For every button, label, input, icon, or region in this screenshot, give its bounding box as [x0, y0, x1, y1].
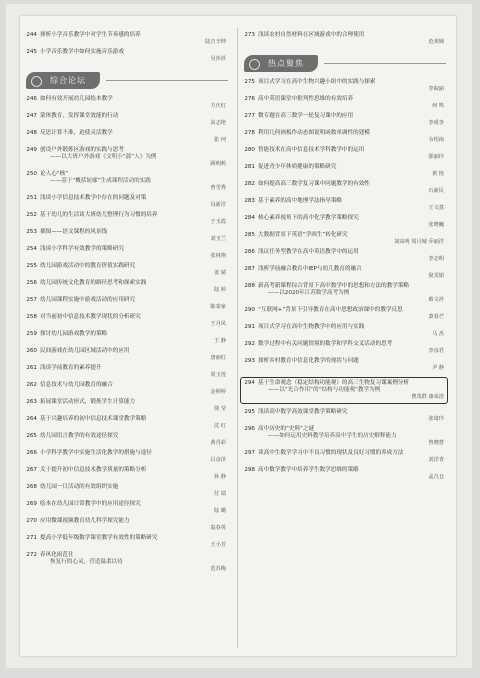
- toc-subtitle: ——以“光合作用”的“结构与功能观”教学为例: [268, 387, 381, 393]
- toc-entry-line: [242, 409, 446, 416]
- toc-title: 应用微课视频教育幼儿科学探究能力: [40, 518, 130, 524]
- toc-page-number: 256: [26, 280, 37, 286]
- toc-entry-line: [242, 164, 446, 171]
- toc-entry-line: [24, 147, 228, 154]
- toc-author: 李志明: [428, 256, 444, 262]
- section-ornament-icon: [249, 59, 260, 70]
- toc-entry: [24, 195, 228, 209]
- toc-title: 小学科学教学中实施生活化教学的措施与途径: [40, 450, 152, 456]
- toc-author: 李皖丽: [428, 86, 444, 92]
- toc-entry-line: [24, 501, 228, 508]
- toc-entry: [24, 96, 228, 110]
- toc-title: 核心素养视角下的高中化学教学策略探究: [258, 215, 359, 221]
- toc-page-number: 245: [26, 49, 37, 55]
- toc-page-number: 293: [244, 358, 255, 364]
- toc-author: 蔡文祥: [428, 297, 444, 303]
- toc-subtitle: ——如何运用史料教学培养高中学生的历史解释能力: [268, 433, 397, 439]
- toc-entry: [24, 331, 228, 345]
- toc-entry: [242, 426, 446, 447]
- toc-entry-line: [242, 147, 446, 154]
- toc-title: 高中历史的“史料”之谜: [258, 426, 315, 432]
- toc-entry: [24, 382, 228, 396]
- section-rule: [324, 63, 446, 64]
- toc-page-number: 276: [244, 96, 255, 102]
- toc-entry: [24, 147, 228, 168]
- toc-entry: [24, 467, 228, 481]
- entry-gap: [24, 573, 228, 576]
- toc-entry: [24, 535, 228, 549]
- toc-title: 谈高中生数学学习中不良习惯的现状及良好习惯的养成方法: [258, 450, 404, 456]
- toc-page-number: 251: [26, 195, 37, 201]
- toc-page-number: 291: [244, 324, 255, 330]
- toc-page-number: 270: [26, 518, 37, 524]
- toc-title: 幼儿园课程实施中游戏活动的应用研究: [40, 297, 136, 303]
- toc-author: 范苏梅: [210, 566, 226, 572]
- toc-entry: [24, 416, 228, 430]
- toc-title: 关于提升初中信息技术教学质量的策略分析: [40, 467, 147, 473]
- toc-entry: [242, 130, 446, 144]
- toc-entry-line: [242, 249, 446, 256]
- toc-author: 顾明莉: [210, 161, 226, 167]
- toc-entry-line: [24, 212, 228, 219]
- toc-page-number: 278: [244, 130, 255, 136]
- toc-author: 张晓巍: [428, 222, 444, 228]
- toc-entry: [24, 280, 228, 294]
- toc-page-number: 281: [244, 164, 255, 170]
- toc-entry: [24, 450, 228, 464]
- toc-author: 刘玉兰: [210, 236, 226, 242]
- toc-entry-line: [24, 348, 228, 355]
- toc-entry: [24, 399, 228, 413]
- toc-title: 基于幼儿的生活谈大班幼儿整理行为习惯的培养: [40, 212, 158, 218]
- toc-entry: [24, 49, 228, 63]
- toc-author: 方庆红: [210, 103, 226, 109]
- toc-title: 促进青少年体质健康的策略研究: [258, 164, 337, 170]
- toc-page-number: 258: [26, 314, 37, 320]
- toc-entry: [242, 450, 446, 464]
- toc-title: 项目式学习在高中生物教学中的应用与实践: [258, 324, 365, 330]
- toc-title: 蒙体教育，发挥课堂效能的行动: [40, 113, 119, 119]
- toc-title: 小学音乐教学中如何实施音乐游戏: [40, 49, 124, 55]
- toc-entry-line: [242, 232, 446, 239]
- toc-entry: [242, 324, 446, 338]
- toc-page-number: 283: [244, 198, 255, 204]
- toc-title: 探析乡村教育中信息化教学的现状与问题: [258, 358, 359, 364]
- toc-page-number: 287: [244, 266, 255, 272]
- toc-author: 韦绍南: [428, 137, 444, 143]
- entry-gap: [242, 481, 446, 484]
- toc-author: 李成李: [428, 120, 444, 126]
- toc-author: 曾雪秀: [210, 185, 226, 191]
- toc-page-number: 269: [26, 501, 37, 507]
- toc-page-number: 264: [26, 416, 37, 422]
- toc-entry-line: [24, 484, 228, 491]
- toc-page-number: 248: [26, 130, 37, 136]
- toc-title: 浅谈农村自然材料在区域游戏中的合理使用: [258, 32, 365, 38]
- toc-author: 邵丽玲: [428, 154, 444, 160]
- toc-entry: [242, 32, 446, 46]
- toc-page-number: 295: [244, 409, 255, 415]
- entry-gap: [24, 63, 228, 66]
- toc-author: 张琦玲: [428, 416, 444, 422]
- toc-author: 陆吉辛坤: [205, 39, 226, 45]
- toc-author: 黄丹彩: [210, 440, 226, 446]
- toc-entry-line: [242, 426, 446, 433]
- toc-title: 项目式学习在高中生物兴趣小组中的实践与探索: [258, 79, 376, 85]
- toc-entry: [242, 358, 446, 372]
- toc-entry: [24, 297, 228, 311]
- toc-page-number: 255: [26, 263, 37, 269]
- toc-author: 张林翔: [210, 253, 226, 259]
- toc-page-number: 268: [26, 484, 37, 490]
- toc-title: 论人心“核”: [40, 171, 69, 177]
- toc-title: 幼儿园游戏活动中的教育价值实践研究: [40, 263, 136, 269]
- toc-author: 沈 红: [213, 423, 226, 429]
- toc-entry: [242, 147, 446, 161]
- toc-entry: [24, 484, 228, 498]
- toc-entry: [24, 501, 228, 515]
- page-background: [6, 4, 472, 668]
- toc-title: 浅谈学前教育的素养提升: [40, 365, 102, 371]
- toc-author: 翁春英: [210, 525, 226, 531]
- toc-entry: [24, 314, 228, 328]
- toc-entry: [242, 266, 446, 280]
- toc-entry: [24, 552, 228, 573]
- toc-author: 倪雯娟: [428, 273, 444, 279]
- toc-entry-line: [24, 416, 228, 423]
- toc-entry: [242, 232, 446, 246]
- toc-title: 微专题在高三数学一轮复习课中的应用: [258, 113, 354, 119]
- toc-author: 吕彦泽: [210, 457, 226, 463]
- toc-page-number: 272: [26, 552, 37, 558]
- toc-author: 王小芳: [210, 542, 226, 548]
- toc-title: 拓展课堂活动形式，锻炼学生计算能力: [40, 399, 136, 405]
- toc-author: 萧春芒: [428, 314, 444, 320]
- toc-author: 王 静: [213, 338, 226, 344]
- toc-entry-line: [24, 382, 228, 389]
- toc-entry-line: [242, 266, 446, 273]
- toc-page-number: 290: [244, 307, 255, 313]
- table-of-contents-sheet: [20, 16, 456, 656]
- toc-entry: [24, 113, 228, 127]
- toc-page-number: 267: [26, 467, 37, 473]
- toc-title: 基于素养的高中地理学法指导策略: [258, 198, 342, 204]
- toc-author: 付 瑞: [213, 491, 226, 497]
- toc-entry-line: [24, 331, 228, 338]
- toc-author: 姜 婧: [213, 270, 226, 276]
- toc-title: “互联网+”背景下引导教育在高中思想政治课中的教学反思: [258, 307, 403, 313]
- toc-author: 于玉霞: [210, 219, 226, 225]
- toc-entry: [242, 96, 446, 110]
- section-label: [244, 55, 318, 72]
- toc-author: 刘高明 周月城 乔丽洋: [394, 239, 444, 245]
- toc-author: 张 珂: [213, 137, 226, 143]
- toc-entry-line: [242, 467, 446, 474]
- toc-entry: [24, 348, 228, 362]
- toc-title: 信息技术与幼儿园教育的融合: [40, 382, 113, 388]
- toc-entry-line: [24, 49, 228, 56]
- toc-title: 大数据背景下英语“学困生”转化研究: [258, 232, 348, 238]
- toc-entry-line: [242, 215, 446, 222]
- toc-author: 马 杰: [431, 331, 444, 337]
- toc-author: 金婷婷: [210, 389, 226, 395]
- toc-page-number: 285: [244, 232, 255, 238]
- toc-page-number: 260: [26, 348, 37, 354]
- toc-page-number: 284: [244, 215, 255, 221]
- toc-title: 浅谈高中数学高效课堂教学策略研究: [258, 409, 348, 415]
- toc-page-number: 247: [26, 113, 37, 119]
- toc-entry-line: [24, 314, 228, 321]
- toc-entry-line: [24, 113, 228, 120]
- toc-author: 吴莎莎: [210, 56, 226, 62]
- toc-page-number: 252: [26, 212, 37, 218]
- right-column: [242, 32, 446, 484]
- toc-page-number: 282: [244, 181, 255, 187]
- toc-entry-line: [24, 535, 228, 542]
- toc-page-number: 254: [26, 246, 37, 252]
- toc-title: 新高考新课程综合背景下高中数学中的思想和方法的教学策略: [258, 283, 410, 289]
- toc-entry: [24, 212, 228, 226]
- toc-entry-line: [24, 96, 228, 103]
- toc-page-number: 263: [26, 399, 37, 405]
- section-label: [26, 72, 100, 89]
- column-divider: [237, 28, 238, 648]
- toc-page-number: 292: [244, 341, 255, 347]
- toc-subtitle: ——以大班户外游戏《文明小“蒲”人》为例: [50, 154, 157, 160]
- toc-entry: [242, 164, 446, 178]
- toc-author: 陈泰家: [210, 304, 226, 310]
- toc-title: 幼儿园一日活动的有效组织实施: [40, 484, 119, 490]
- toc-entry: [242, 249, 446, 263]
- toc-entry-line: [24, 433, 228, 440]
- toc-entry-line: [242, 198, 446, 205]
- section-rule: [106, 80, 228, 81]
- toc-author: 曹茂群 康荣清: [411, 394, 444, 400]
- section-header: [242, 55, 446, 73]
- toc-page-number: 244: [26, 32, 37, 38]
- toc-entry-line: [242, 358, 446, 365]
- section-ornament-icon: [31, 76, 42, 87]
- toc-page-number: 246: [26, 96, 37, 102]
- toc-entry-line: [242, 32, 446, 39]
- toc-title: 反思计算不准，迫使灵活教学: [40, 130, 113, 136]
- toc-page-number: 288: [244, 283, 255, 289]
- toc-entry-line: [24, 518, 228, 525]
- toc-title: 提高小学低年级数学课堂教学有效性的策略研究: [40, 535, 158, 541]
- toc-author: 曾晓慧: [428, 440, 444, 446]
- toc-title: 利用几何画板作动态图说明函数单调性的建模: [258, 130, 370, 136]
- toc-entry-line: [242, 113, 446, 120]
- entry-gap: [242, 372, 446, 375]
- toc-entry-line: [242, 380, 446, 387]
- toc-page-number: 277: [244, 113, 255, 119]
- toc-entry: [242, 79, 446, 93]
- toc-entry-line: [242, 283, 446, 290]
- toc-subtitle: 恢复行的心灵，营造温柔以待: [50, 559, 123, 565]
- section-label-text: 热点聚焦: [268, 59, 304, 68]
- toc-author: 徐 莹: [213, 406, 226, 412]
- toc-title: 如何有效开展幼儿园绘本教学: [40, 96, 113, 102]
- toc-page-number: 249: [26, 147, 37, 153]
- toc-page-number: 261: [26, 365, 37, 371]
- toc-title: 创设户外锻炼区游戏的实践与思考: [40, 147, 124, 153]
- toc-entry: [242, 283, 446, 304]
- toc-entry-line: [24, 171, 228, 178]
- toc-entry: [24, 263, 228, 277]
- toc-author: 尹 静: [431, 365, 444, 371]
- toc-entry: [24, 365, 228, 379]
- toc-entry-line: [242, 181, 446, 188]
- toc-title: 智能技术在高中信息技术学科教学中的运用: [258, 147, 365, 153]
- toc-entry-line: [242, 450, 446, 457]
- toc-author: 何 鸣: [431, 103, 444, 109]
- toc-entry-line: [24, 229, 228, 236]
- toc-page-number: 265: [26, 433, 37, 439]
- toc-entry: [242, 341, 446, 355]
- toc-entry: [24, 130, 228, 144]
- toc-entry-line: [24, 399, 228, 406]
- toc-author: 王文荔: [428, 205, 444, 211]
- toc-page-number: 250: [26, 171, 37, 177]
- toc-title: 高中数学教学中培养学生数学思维的策略: [258, 467, 359, 473]
- toc-title: 基于兴趣培养的初中信息技术课堂教学策略: [40, 416, 147, 422]
- toc-page-number: 253: [26, 229, 37, 235]
- toc-author: 孟凡仓: [428, 474, 444, 480]
- toc-page-number: 280: [244, 147, 255, 153]
- toc-entry-line: [242, 96, 446, 103]
- toc-entry-line: [24, 195, 228, 202]
- toc-title: 幼儿园语言教学的有效途径探究: [40, 433, 119, 439]
- toc-page-number: 286: [244, 249, 255, 255]
- toc-author: 冯新洋: [210, 202, 226, 208]
- toc-entry: [242, 307, 446, 321]
- toc-title: 浅谈小学科学有效教学的策略研究: [40, 246, 124, 252]
- toc-page-number: 297: [244, 450, 255, 456]
- toc-entry: [242, 181, 446, 195]
- toc-entry: [242, 198, 446, 212]
- toc-entry-line: [24, 280, 228, 287]
- toc-author: 王月风: [210, 321, 226, 327]
- toc-entry-line: [24, 246, 228, 253]
- toc-page-number: 296: [244, 426, 255, 432]
- toc-title: 民间游戏在幼儿园区域活动中的应用: [40, 348, 130, 354]
- toc-author: 孙 静: [213, 474, 226, 480]
- toc-title: 春风化雨范仕: [40, 552, 74, 558]
- toc-title: 对当前初中信息技术教学现状的分析研究: [40, 314, 141, 320]
- toc-title: 幼儿园传统文化教育的路径思考和探索实践: [40, 280, 147, 286]
- toc-author: 黄 艳: [431, 171, 444, 177]
- toc-entry-line: [242, 341, 446, 348]
- toc-entry: [242, 215, 446, 229]
- toc-entry: [24, 518, 228, 532]
- toc-entry: [242, 113, 446, 127]
- toc-entry-line: [24, 263, 228, 270]
- toc-page-number: 273: [244, 32, 255, 38]
- toc-page-number: 271: [26, 535, 37, 541]
- toc-title: 数学过程中有关问题情境的数学和学科交叉活动的思考: [258, 341, 393, 347]
- entry-gap: [242, 46, 446, 49]
- toc-title: 插图——语文课程的风景线: [40, 229, 108, 235]
- toc-page-number: 266: [26, 450, 37, 456]
- toc-entry-line: [24, 32, 228, 39]
- toc-entry: [242, 467, 446, 481]
- toc-author: 陆 璐: [213, 508, 226, 514]
- toc-page-number: 294: [244, 380, 255, 386]
- toc-page-number: 257: [26, 297, 37, 303]
- toc-title: 如何提高高三数学复习课中问题教学的有效性: [258, 181, 370, 187]
- toc-page-number: 259: [26, 331, 37, 337]
- toc-author: 刘洋青: [428, 457, 444, 463]
- toc-entry-line: [242, 130, 446, 137]
- toc-author: 周玉莲: [210, 372, 226, 378]
- toc-title: 基于生命观念（稳定结构功能观）的高三生物复习课案例分析: [258, 380, 410, 386]
- toc-page-number: 275: [244, 79, 255, 85]
- toc-author: 陆 婷: [213, 287, 226, 293]
- toc-author: 唐丽红: [210, 355, 226, 361]
- toc-entry-line: [24, 297, 228, 304]
- toc-author: 范欢娣: [428, 39, 444, 45]
- section-header: [24, 72, 228, 90]
- toc-entry-line: [24, 130, 228, 137]
- toc-entry: [242, 409, 446, 423]
- toc-entry: [24, 229, 228, 243]
- toc-title: 浅议任务型教学在高中英语教学中的运用: [258, 249, 359, 255]
- toc-author: 石新民: [428, 188, 444, 194]
- toc-entry: [24, 171, 228, 192]
- toc-title: 浅析学前融合教育中IEP与幼儿教育的融合: [258, 266, 362, 272]
- toc-title: 探析小学音乐教学中对学生节奏感的培养: [40, 32, 141, 38]
- toc-title: 高中英语课堂中批判性思维的有效培养: [258, 96, 354, 102]
- toc-entry: [24, 32, 228, 46]
- toc-entry-line: [24, 450, 228, 457]
- toc-entry: [24, 246, 228, 260]
- toc-subtitle: ——以2020年江苏数学高考为例: [268, 290, 350, 296]
- toc-entry-line: [24, 365, 228, 372]
- toc-title: 绘本在幼儿园日常教学中的应用途径探究: [40, 501, 141, 507]
- toc-author: 高志艳: [210, 120, 226, 126]
- toc-title: 浅谈小学信息技术教学中存在的问题及对策: [40, 195, 147, 201]
- toc-page-number: 298: [244, 467, 255, 473]
- toc-entry-line: [24, 467, 228, 474]
- left-column: [24, 32, 228, 576]
- toc-page-number: 262: [26, 382, 37, 388]
- toc-title: 探讨幼儿园游戏教学的策略: [40, 331, 108, 337]
- toc-entry-line: [242, 324, 446, 331]
- toc-entry: [24, 433, 228, 447]
- toc-entry-line: [24, 552, 228, 559]
- toc-subtitle: ——基于“概括轮廓”生成课程活动的实践: [50, 178, 151, 184]
- toc-entry-line: [242, 79, 446, 86]
- toc-author: 李彦君: [428, 348, 444, 354]
- section-label-text: 综合论坛: [50, 76, 86, 85]
- toc-entry-line: [242, 307, 446, 314]
- toc-entry: [240, 377, 448, 404]
